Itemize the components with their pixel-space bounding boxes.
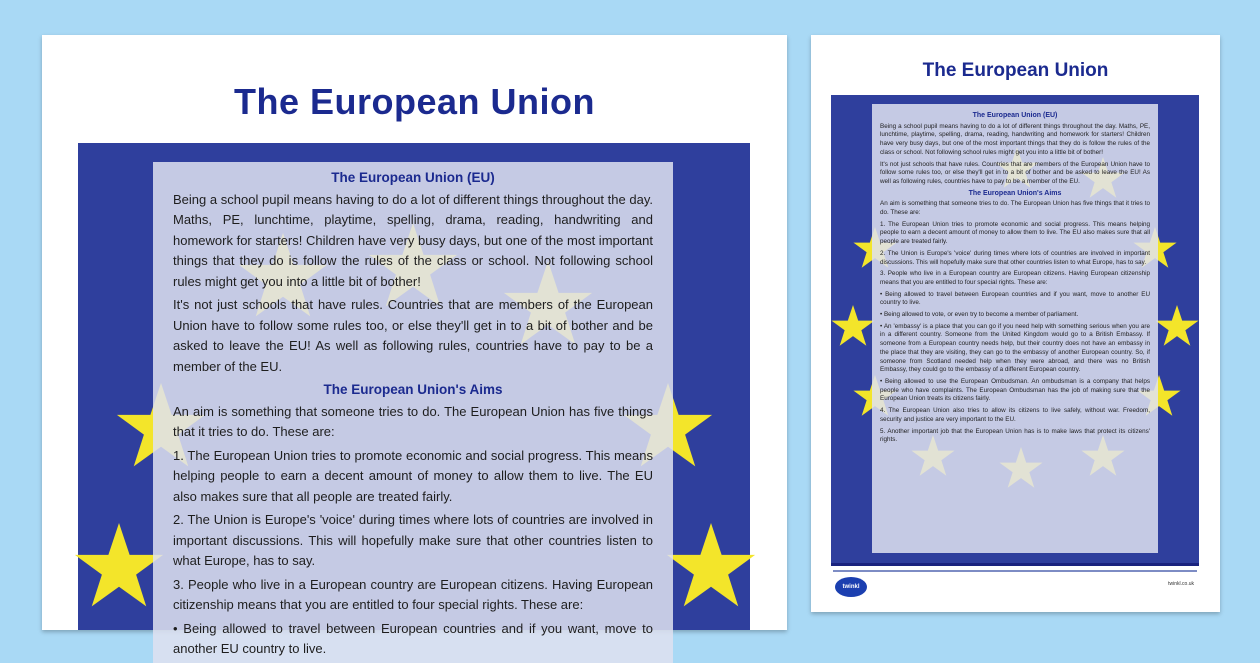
paragraph: Being a school pupil means having to do a lot of different things throughout the day. Maths, PE, lunchtime, playtime, spelling, drama, reading, handwriting and homework for starters! Children have very busy days, but one of the most important things that they do is follow the rules of the class or school. Not following school rules might get you into a little bit of bother! [880,122,1150,156]
aim-item: 1. The European Union tries to promote economic and social progress. This means helping people to earn a decent amount of money to allow them to live. The EU also makes sure that all people are treated fairly. [173,447,653,504]
twinkl-logo: twinkl [835,577,867,597]
eu-flag-panel [78,143,750,656]
right-item: • An 'embassy' is a place that you can go if you need help with something serious when you are in a different country. Someone from the United Kingdom would go to a British Embassy. If someone from a European country needs help, but their country does not have an embassy in the place that they are visiting, they can go to the embassy of another European country. So, if someone from Scotland needed help when they were abroad, and there was no British Embassy, they could go to the embassy of a different European country. [880,322,1150,374]
aim-item: 5. Another important job that the European Union has is to make laws that protect its citizens' rights. [880,427,1150,444]
section-heading: The European Union (EU) [331,170,495,185]
aim-item: 2. The Union is Europe's 'voice' during times where lots of countries are involved in important discussions. This will hopefully make sure that other countries listen to what Europe, has to say. [880,249,1150,266]
document-preview-large[interactable] [42,35,787,656]
star-icon [1155,305,1199,349]
paragraph: It's not just schools that have rules. Countries that are members of the European Union have to follow some rules too, or else they'll get in to a bit of bother and be asked to leave the EU! As well as following rules, countries have to pay to be a member of the EU. [173,297,653,374]
section-heading: The European Union's Aims [323,382,503,397]
right-item: • Being allowed to travel between European countries and if you want, move to another EU country to live. [173,620,653,656]
aim-item: 2. The Union is Europe's 'voice' during times where lots of countries are involved in important discussions. This will hopefully make sure that other countries listen to what Europe, has to say. [173,512,653,568]
paragraph: An aim is something that someone tries to do. The European Union has five things that it tries to do. These are: [173,403,653,439]
right-item: • Being allowed to use the European Ombudsman. An ombudsman is a company that helps people who have complaints. The European Ombudsman has the job of making sure that the European Union treats its citizens fairly. [880,377,1150,403]
right-item: • Being allowed to vote, or even try to become a member of parliament. [880,311,1079,319]
star-icon [666,523,756,613]
text-box [153,162,673,663]
paragraph: It's not just schools that have rules. Countries that are members of the European Union have to follow some rules too, or else they'll get in to a bit of bother and be asked to leave the EU! As well as following rules, countries have to pay to be a member of the EU. [880,160,1150,185]
aim-item: 4. The European Union also tries to allow its citizens to live safely, without war. Freedom, security and justice are very important to the EU. [880,407,1150,423]
document-preview-thumbnail[interactable] [811,35,1220,612]
page-title: The European Union [233,81,595,122]
aim-item: 1. The European Union tries to promote economic and social progress. This means helping people to earn a decent amount of money to allow them to live. The EU also makes sure that all people are treated fairly. [880,220,1150,246]
paragraph: An aim is something that someone tries to do. The European Union has five things that it tries to do. These are: [880,200,1150,217]
aim-item: 3. People who live in a European country are European citizens. Having European citizenship means that you are entitled to four special rights. These are: [173,576,653,612]
eu-flag-panel [831,95,1199,566]
section-heading: The European Union (EU) [972,112,1058,119]
footer-divider [833,570,1197,572]
footer-url: twinkl.co.uk [1168,581,1194,587]
page-title: The European Union [922,60,1109,81]
text-box [872,104,1158,553]
paragraph: Being a school pupil means having to do a lot of different things throughout the day. Maths, PE, lunchtime, playtime, spelling, drama, reading, handwriting and homework for starters! Children have very busy days, but one of the most important things that they do is follow the rules of the class or school. Not following school rules might get you into a little bit of bother! [173,191,653,289]
aim-item: 3. People who live in a European country are European citizens. Having European citizenship means that you are entitled to four special rights. These are: [880,270,1150,286]
section-heading: The European Union's Aims [968,189,1062,197]
right-item: • Being allowed to travel between European countries and if you want, move to another EU country to live. [880,290,1150,307]
star-icon [831,305,875,349]
star-icon [74,523,164,613]
